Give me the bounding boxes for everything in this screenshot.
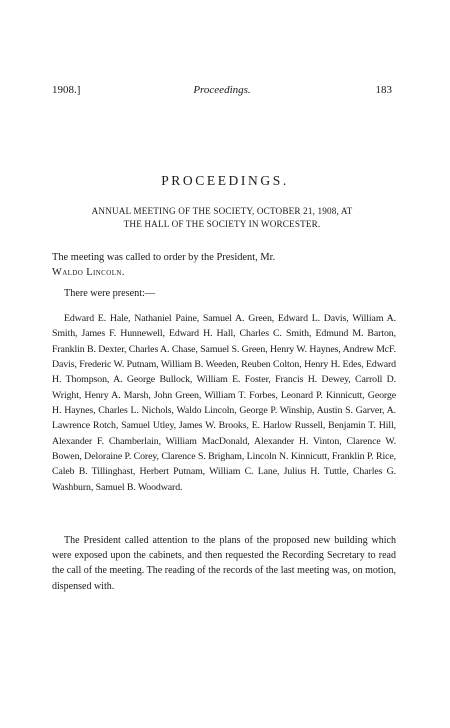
present-label: There were present:— [64,288,156,299]
attendees-list: Edward E. Hale, Nathaniel Paine, Samuel A. Green, Edward L. Davis, William A. Smith, James F. Hunnewell, Edward H. Hall, Charles C. Smith, Edmund M. Barton, Franklin B. Dexter, Charles A. Chase, Samuel S. Green, Henry W. Haynes, Andrew McF. Davis, Frederic W. Putnam, William B. Weeden, Reuben Colton, Henry H. Edes, Edward H. Thompson, A. George Bullock, William E. Foster, Francis H. Dewey, Carroll D. Wright, Henry A. Marsh, John Green, William T. Forbes, Leonard P. Kinnicutt, George H. Haynes, Charles L. Nichols, Waldo Lincoln, George P. Winship, Austin S. Garver, A. Lawrence Rotch, Samuel Utley, James W. Brooks, E. Harlow Russell, Benjamin T. Hill, Alexander F. Chamberlain, William MacDonald, Alexander H. Vinton, Clarence W. Bowen, Deloraine P. Corey, Clarence S. Brigham, Lincoln N. Kinnicutt, Franklin P. Rice, Caleb B. Tillinghast, Herbert Putnam, William C. Lane, Julius H. Tuttle, Charles G. Washburn, Samuel B. Woodward. [52,313,396,493]
meeting-subheading [52,205,392,231]
call-to-order-text: The meeting was called to order by the President, Mr. [52,252,276,263]
subheading-line-2: THE HALL OF THE SOCIETY IN WORCESTER. [123,219,321,229]
page-number: 183 [375,84,392,96]
president-name: Waldo Lincoln. [52,267,125,278]
closing-paragraph: The President called attention to the plans of the proposed new building which were exposed upon the cabinets, and then requested the Recording Secretary to read the call of the meeting. The reading of the records of the last meeting was, on motion, dispensed with. [52,535,396,592]
call-to-order-paragraph [52,250,396,280]
section-title: PROCEEDINGS. [161,173,289,188]
running-head-title: Proceedings. [193,84,251,96]
running-head [52,84,392,100]
running-head-year: 1908.] [52,84,81,96]
subheading-line-1: ANNUAL MEETING OF THE SOCIETY, OCTOBER 21, 1908, AT [91,206,353,216]
